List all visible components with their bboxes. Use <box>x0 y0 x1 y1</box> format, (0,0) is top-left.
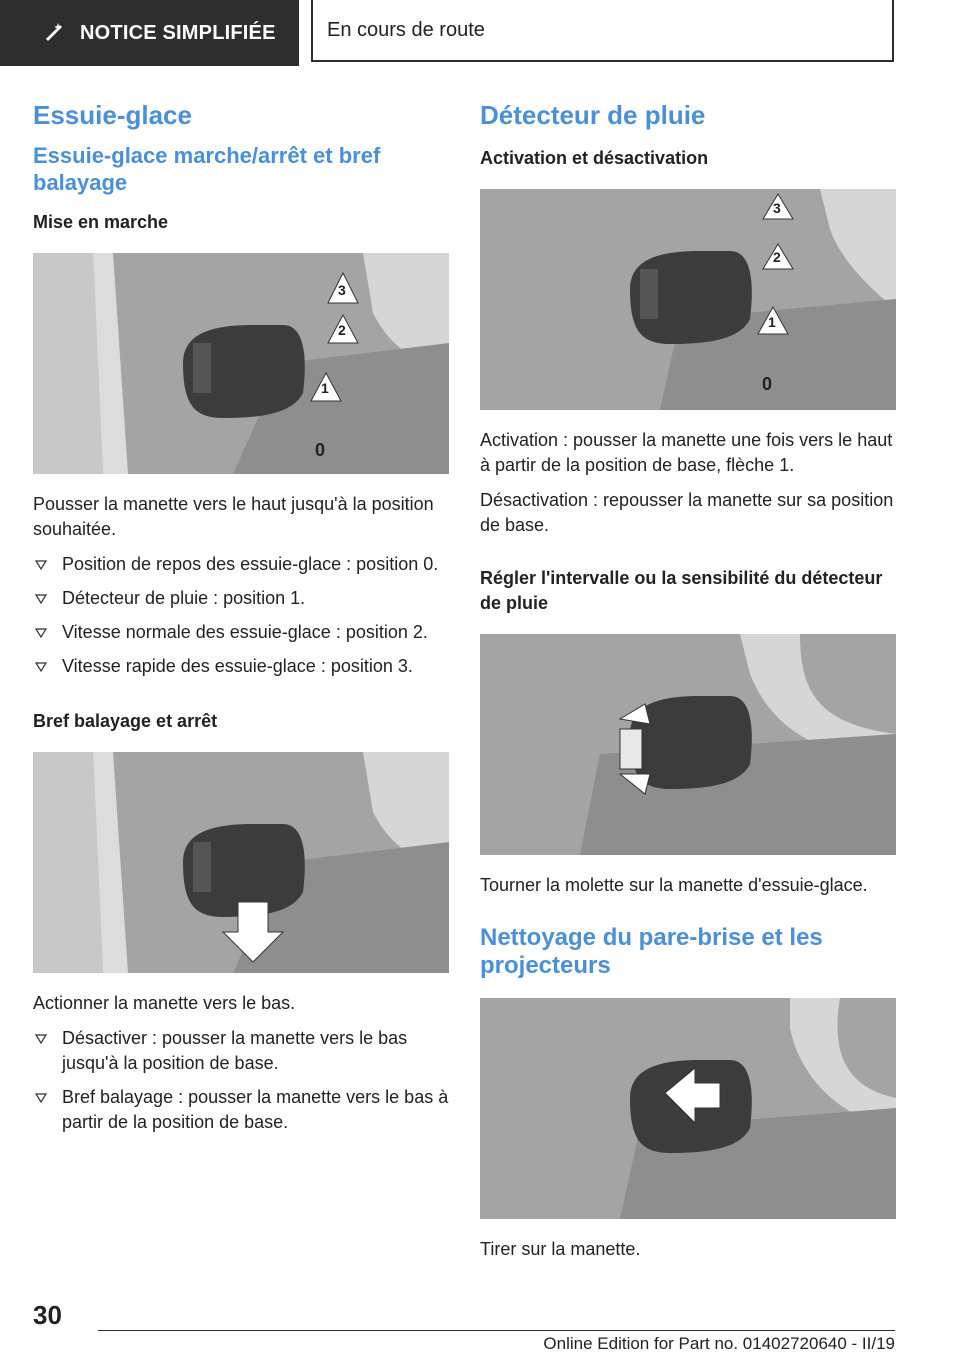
figure-rain-sensor-lever <box>480 189 896 410</box>
paragraph-activation: Activation : pousser la manette une fois vers le haut à partir de la position de base, flèche 1. <box>480 430 893 475</box>
fig1-label-0: 0 <box>315 440 326 460</box>
section-tab-notice <box>0 0 299 66</box>
list-item: Détecteur de pluie : position 1. <box>33 586 449 611</box>
section-title-washing: Nettoyage du pare-brise et les projecteurs <box>480 924 823 979</box>
subsection-title-wipers-onoff: Essuie-glace marche/arrêt et bref balayage <box>33 143 381 195</box>
fig1-label-3: 3 <box>338 282 346 298</box>
sparkle-icon <box>42 21 66 45</box>
paragraph-thumbwheel: Tourner la molette sur la manette d'essuie-glace. <box>480 875 868 895</box>
fig3-label-2: 2 <box>773 249 781 265</box>
fig3-label-1: 1 <box>768 314 776 330</box>
tab-label-secondary: En cours de route <box>327 18 485 41</box>
heading-brief-wipe: Bref balayage et arrêt <box>33 711 218 731</box>
section-title-rain-sensor: Détecteur de pluie <box>480 100 706 130</box>
page-header <box>0 0 960 66</box>
paragraph-pull-lever: Tirer sur la manette. <box>480 1239 641 1259</box>
triangle-bullet-icon <box>35 1034 47 1044</box>
list-item: Vitesse normale des essuie-glace : position 2. <box>33 620 449 645</box>
list-item: Désactiver : pousser la manette vers le bas jusqu'à la position de base. <box>33 1026 449 1076</box>
section-tab-chapter <box>311 0 894 62</box>
fig1-label-2: 2 <box>338 322 346 338</box>
heading-activation: Activation et désactivation <box>480 148 709 168</box>
list-brief-wipe <box>33 1026 449 1135</box>
paragraph-switch-on: Pousser la manette vers le haut jusqu'à la position souhaitée. <box>33 494 434 539</box>
figure-pull-lever <box>480 998 896 1219</box>
figure-thumbwheel <box>480 634 896 855</box>
triangle-bullet-icon <box>35 560 47 570</box>
triangle-bullet-icon <box>35 1093 47 1103</box>
figure-wiper-lever-up <box>33 253 449 474</box>
page-number: 30 <box>33 1300 62 1330</box>
list-wiper-positions <box>33 552 449 679</box>
left-column <box>33 100 449 1145</box>
footer-divider <box>98 1330 895 1331</box>
tab-label-primary: NOTICE SIMPLIFIÉE <box>80 21 276 44</box>
paragraph-deactivation: Désactivation : repousser la manette sur sa position de base. <box>480 490 894 535</box>
section-title-wipers: Essuie-glace <box>33 100 192 130</box>
list-item: Vitesse rapide des essuie-glace : position 3. <box>33 654 449 679</box>
heading-interval-sensitivity: Régler l'intervalle ou la sensibilité du détecteur de pluie <box>480 568 883 613</box>
heading-switch-on: Mise en marche <box>33 212 169 232</box>
list-item: Position de repos des essuie-glace : position 0. <box>33 552 449 577</box>
footer-edition: Online Edition for Part no. 01402720640 - II/19 <box>543 1334 895 1353</box>
paragraph-brief-wipe: Actionner la manette vers le bas. <box>33 993 296 1013</box>
list-item: Bref balayage : pousser la manette vers le bas à partir de la position de base. <box>33 1085 449 1135</box>
triangle-bullet-icon <box>35 662 47 672</box>
fig1-label-1: 1 <box>321 380 329 396</box>
figure-wiper-lever-down <box>33 752 449 973</box>
fig3-label-3: 3 <box>773 200 781 216</box>
fig3-label-0: 0 <box>762 374 773 394</box>
triangle-bullet-icon <box>35 628 47 638</box>
right-column <box>480 100 896 1272</box>
triangle-bullet-icon <box>35 594 47 604</box>
